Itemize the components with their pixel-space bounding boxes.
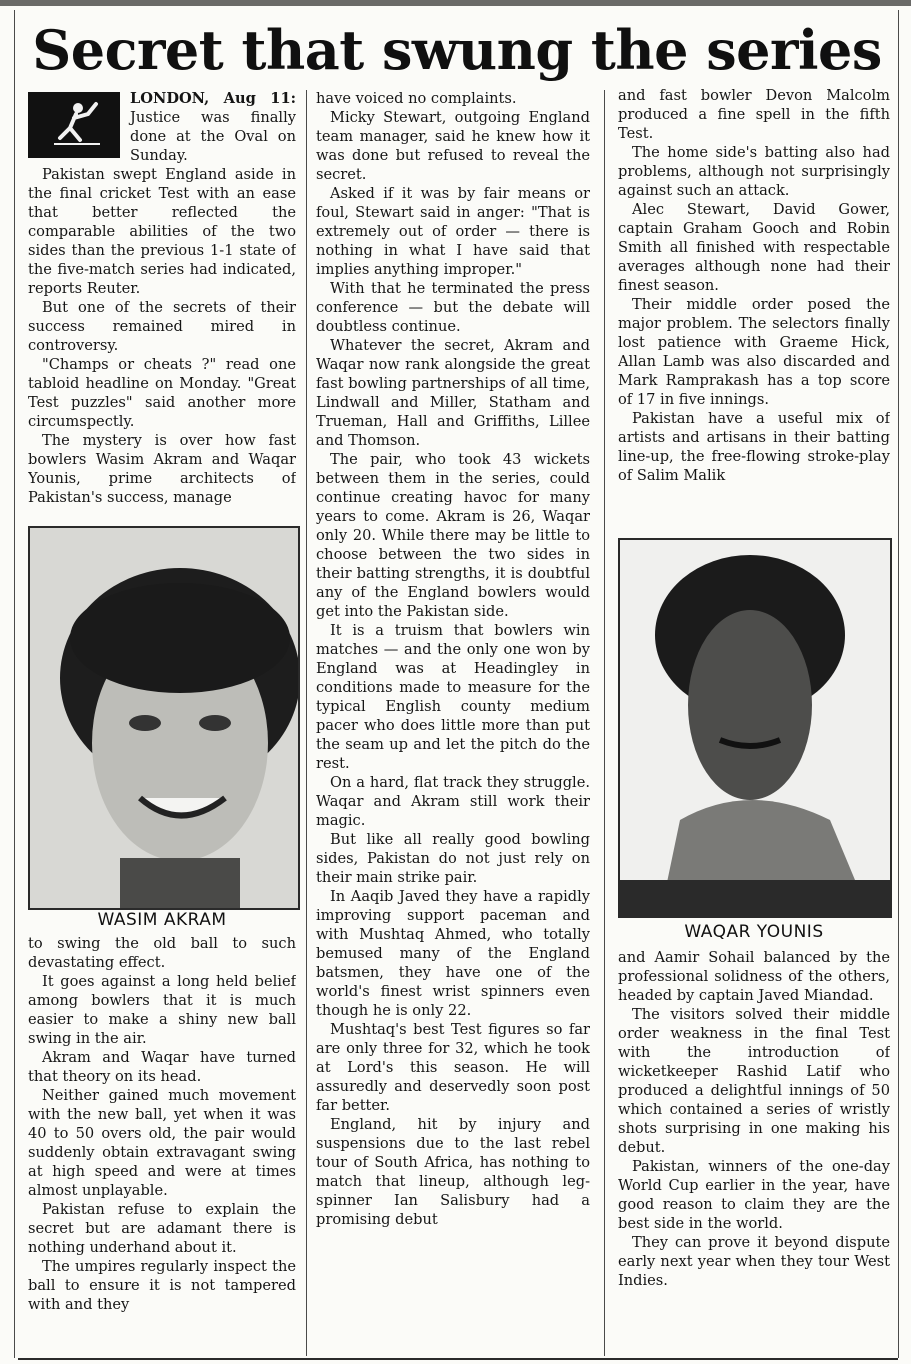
paragraph-text: With that he terminated the press conference — but the debate will doubtless continue. bbox=[316, 280, 590, 335]
bottom-border bbox=[18, 1358, 898, 1360]
wasim-akram-photo bbox=[28, 526, 300, 910]
paragraph-text: have voiced no complaints. bbox=[316, 90, 517, 107]
column-rule-2 bbox=[604, 90, 605, 1356]
article-paragraph bbox=[618, 1005, 890, 1157]
column-3-continued-paragraphs bbox=[618, 948, 890, 1290]
paragraph-text: The mystery is over how fast bowlers Wasim Akram and Waqar Younis, prime architects of Pakistan's success, manage bbox=[28, 432, 296, 506]
dateline: LONDON, Aug 11: bbox=[130, 90, 296, 107]
column-3-paragraphs bbox=[618, 86, 890, 485]
top-border bbox=[0, 0, 911, 6]
paragraph-text: Pakistan have a useful mix of artists and artisans in their batting line-up, the free-flowing stroke-play of Salim Malik bbox=[618, 410, 890, 484]
article-paragraph bbox=[316, 1115, 590, 1229]
article-paragraph bbox=[316, 184, 590, 279]
paragraph-text: Pakistan, winners of the one-day World Cup earlier in the year, have good reason to claim they are the best side in the world. bbox=[618, 1158, 890, 1232]
article-paragraph bbox=[618, 1233, 890, 1290]
paragraph-text: The umpires regularly inspect the ball to ensure it is not tampered with and they bbox=[28, 1258, 296, 1313]
article-paragraph bbox=[618, 86, 890, 143]
article-paragraph bbox=[316, 279, 590, 336]
paragraph-text: But one of the secrets of their success remained mired in controversy. bbox=[28, 299, 296, 354]
article-paragraph bbox=[618, 1157, 890, 1233]
article-paragraph bbox=[316, 450, 590, 621]
paragraph-text: The visitors solved their middle order weakness in the final Test with the introduction of wicketkeeper Rashid Latif who produced a delightful innings of 50 which contained a series of wristly shots surprising in one making his debut. bbox=[618, 1006, 890, 1156]
article-paragraph bbox=[618, 295, 890, 409]
paragraph-text: "Champs or cheats ?" read one tabloid headline on Monday. "Great Test puzzles" said another more circumspectly. bbox=[28, 356, 296, 430]
paragraph-text: Asked if it was by fair means or foul, Stewart said in anger: "That is extremely out of order — there is nothing in what I have said that implies anything improper." bbox=[316, 185, 590, 278]
column-1-continued-paragraphs bbox=[28, 934, 296, 1314]
paragraph-text: Pakistan refuse to explain the secret but are adamant there is nothing underhand about it. bbox=[28, 1201, 296, 1256]
column-2-paragraphs bbox=[316, 89, 590, 1229]
article-column-3 bbox=[618, 86, 890, 534]
article-paragraph bbox=[618, 143, 890, 200]
paragraph-text: It is a truism that bowlers win matches — and the only one won by England was at Headingley in conditions made to measure for the typical English county medium pacer who does little more than put the seam up and let the pitch do the rest. bbox=[316, 622, 590, 772]
headline: Secret that swung the series bbox=[32, 18, 882, 82]
paragraph-text: On a hard, flat track they struggle. Waqar and Akram still work their magic. bbox=[316, 774, 590, 829]
paragraph-text: The pair, who took 43 wickets between them in the series, could continue creating havoc for many years to come. Akram is 26, Waqar only 20. While there may be little to choose between the two sides in their batting strengths, it is doubtful any of the England bowlers would get into the Pakistan side. bbox=[316, 451, 590, 620]
article-paragraph bbox=[618, 948, 890, 1005]
paragraph-text: to swing the old ball to such devastating effect. bbox=[28, 935, 296, 971]
article-paragraph bbox=[316, 773, 590, 830]
paragraph-text: It goes against a long held belief among bowlers that it is much easier to make a shiny new ball swing in the air. bbox=[28, 973, 296, 1047]
paragraph-text: Neither gained much movement with the new ball, yet when it was 40 to 50 overs old, the pair would suddenly obtain extravagant swing at high speed and were at times almost unplayable. bbox=[28, 1087, 296, 1199]
article-paragraph bbox=[618, 409, 890, 485]
paragraph-text: Justice was finally done at the Oval on Sunday. bbox=[130, 109, 296, 164]
paragraph-text: Akram and Waqar have turned that theory on its head. bbox=[28, 1049, 296, 1085]
article-paragraph bbox=[28, 165, 296, 298]
article-paragraph bbox=[316, 108, 590, 184]
column-rule-1 bbox=[306, 90, 307, 1356]
paragraph-text: Mushtaq's best Test figures so far are only three for 32, which he took at Lord's this season. He will assuredly and deservedly soon post far better. bbox=[316, 1021, 590, 1114]
article-column-1 bbox=[28, 89, 296, 523]
article-paragraph bbox=[316, 887, 590, 1020]
right-border bbox=[898, 10, 899, 1358]
article-paragraph bbox=[28, 934, 296, 972]
article-paragraph bbox=[28, 355, 296, 431]
article-column-3-continued bbox=[618, 948, 890, 1348]
article-paragraph bbox=[316, 830, 590, 887]
article-column-2 bbox=[316, 89, 590, 1357]
paragraph-text: Micky Stewart, outgoing England team manager, said he knew how it was done but refused to reveal the secret. bbox=[316, 109, 590, 183]
article-paragraph bbox=[28, 1257, 296, 1314]
paragraph-text: In Aaqib Javed they have a rapidly improving support paceman and with Mushtaq Ahmed, who totally bemused many of the England batsmen, they have one of the world's finest wrist spinners even though he is only 22. bbox=[316, 888, 590, 1019]
photo-caption-left: WASIM AKRAM bbox=[97, 910, 227, 930]
article-paragraph bbox=[28, 1200, 296, 1257]
paragraph-text: Pakistan swept England aside in the final cricket Test with an ease that better reflected the comparable abilities of the two sides than the previous 1-1 state of the five-match series had indicated, reports Reuter. bbox=[28, 166, 296, 297]
waqar-younis-photo bbox=[618, 538, 892, 918]
article-paragraph bbox=[28, 972, 296, 1048]
article-paragraph bbox=[28, 431, 296, 507]
article-paragraph bbox=[316, 1020, 590, 1115]
article-paragraph bbox=[316, 336, 590, 450]
cricket-logo-icon bbox=[28, 92, 120, 158]
article-paragraph bbox=[28, 1086, 296, 1200]
article-paragraph bbox=[28, 298, 296, 355]
article-paragraph bbox=[28, 1048, 296, 1086]
paragraph-text: They can prove it beyond dispute early next year when they tour West Indies. bbox=[618, 1234, 890, 1289]
article-paragraph bbox=[316, 621, 590, 773]
paragraph-text: Alec Stewart, David Gower, captain Graham Gooch and Robin Smith all finished with respectable averages although none had their finest season. bbox=[618, 201, 890, 294]
paragraph-text: and Aamir Sohail balanced by the professional solidness of the others, headed by captain Javed Miandad. bbox=[618, 949, 890, 1004]
left-border bbox=[14, 10, 15, 1358]
paragraph-text: But like all really good bowling sides, Pakistan do not just rely on their main strike pair. bbox=[316, 831, 590, 886]
article-paragraph bbox=[618, 200, 890, 295]
paragraph-text: England, hit by injury and suspensions due to the last rebel tour of South Africa, has nothing to match that lineup, although leg-spinner Ian Salisbury had a promising debut bbox=[316, 1116, 590, 1228]
paragraph-text: and fast bowler Devon Malcolm produced a fine spell in the fifth Test. bbox=[618, 87, 890, 142]
paragraph-text: Whatever the secret, Akram and Waqar now rank alongside the great fast bowling partnerships of all time, Lindwall and Miller, Statham and Trueman, Hall and Griffiths, Lillee and Thomson. bbox=[316, 337, 590, 449]
paragraph-text: The home side's batting also had problems, although not surprisingly against such an attack. bbox=[618, 144, 890, 199]
article-column-1-continued bbox=[28, 934, 296, 1358]
paragraph-text: Their middle order posed the major problem. The selectors finally lost patience with Graeme Hick, Allan Lamb was also discarded and Mark Ramprakash has a top score of 17 in five innings. bbox=[618, 296, 890, 408]
article-paragraph bbox=[316, 89, 590, 108]
photo-caption-right: WAQAR YOUNIS bbox=[684, 922, 824, 942]
